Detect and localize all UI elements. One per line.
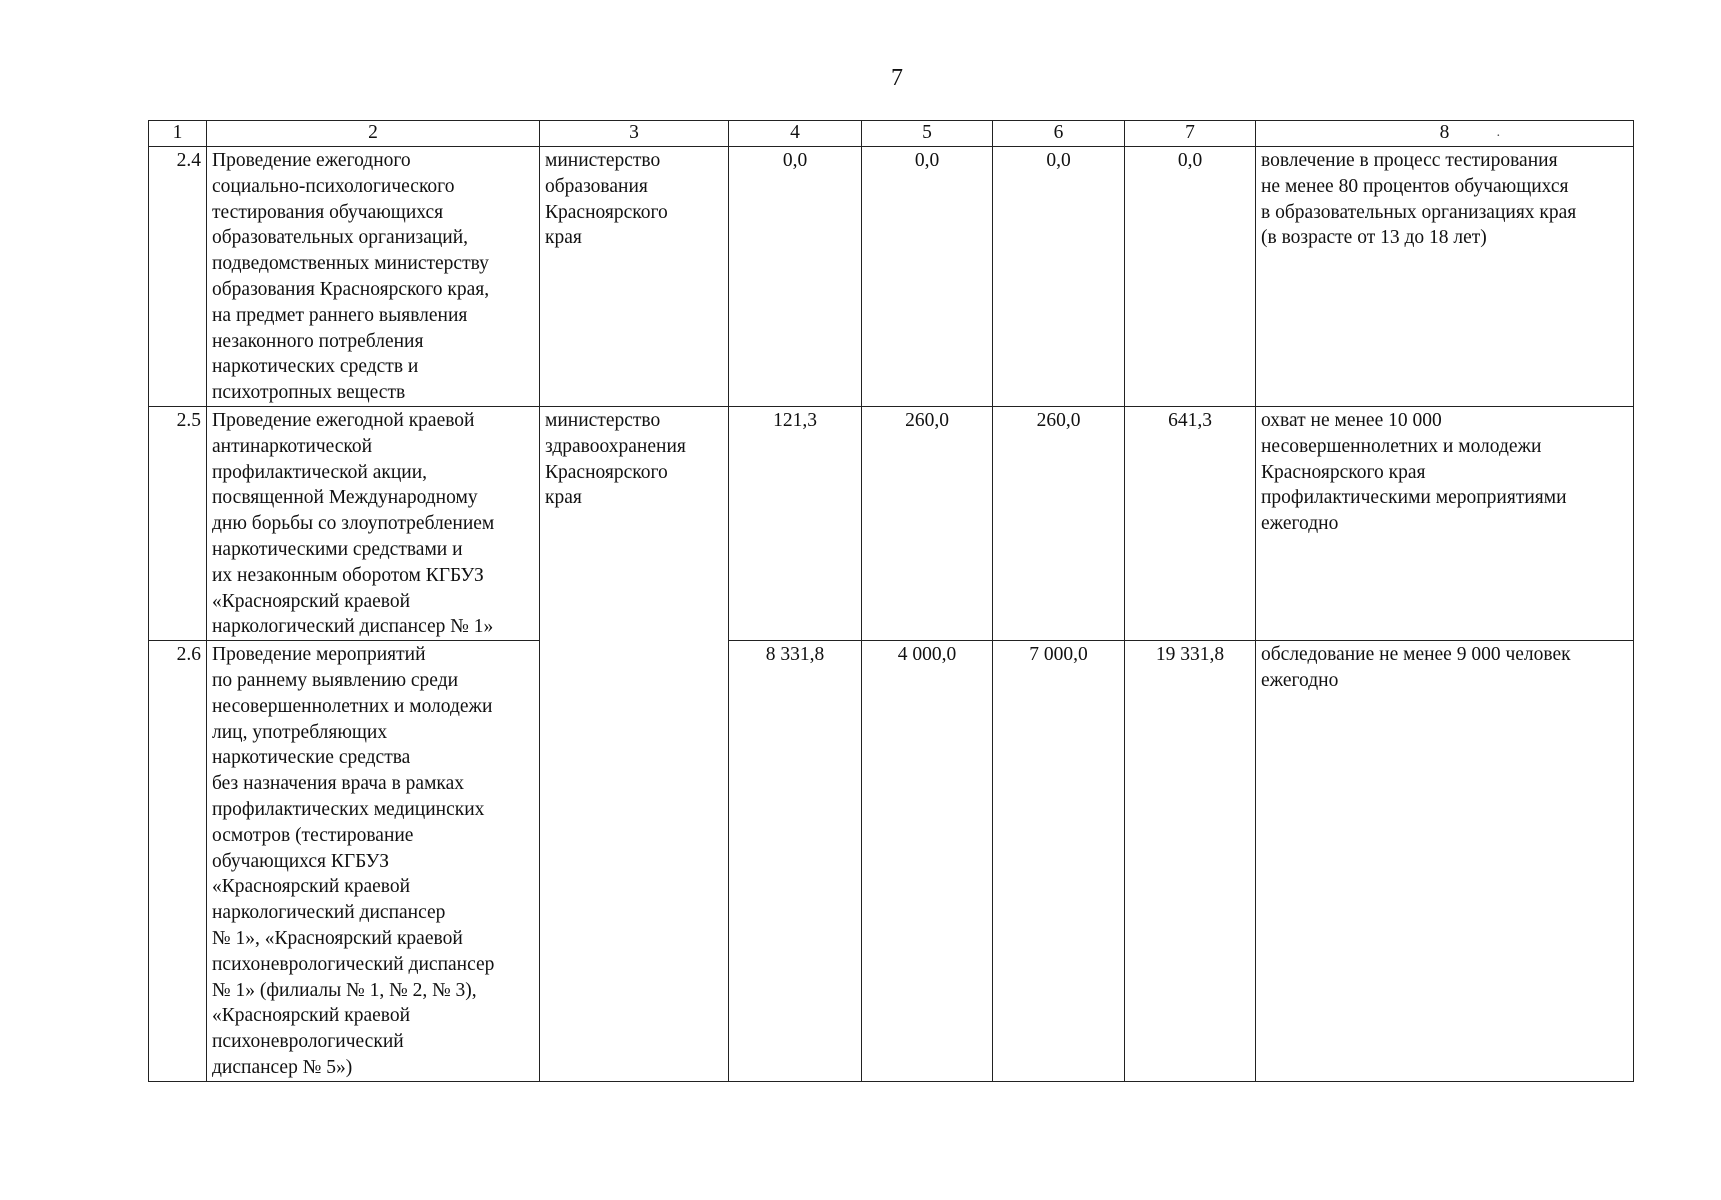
table-row [149,147,1634,407]
value-cell: 260,0 [862,406,993,640]
row-index: 2.5 [149,406,207,640]
row-description [207,641,540,1082]
description-line: «Красноярский краевой [212,1005,411,1027]
value-cell: 7 000,0 [993,641,1125,1082]
column-header: 4 [729,121,862,147]
executor-line: Красноярского [545,461,668,483]
description-line: психоневрологический диспансер [212,953,495,975]
column-header: 5 [862,121,993,147]
table-header-row [149,121,1634,147]
description-line: посвященной Международному [212,487,478,509]
row-executor [540,406,729,1081]
description-line: обучающихся КГБУЗ [212,850,389,872]
description-line: несовершеннолетних и молодежи [212,695,493,717]
value-cell: 19 331,8 [1125,641,1256,1082]
description-line: антинаркотической [212,435,373,457]
description-line: № 1» (филиалы № 1, № 2, № 3), [212,979,477,1001]
column-header: 8 [1256,121,1634,147]
description-line: образования Красноярского края, [212,278,490,300]
result-line: в образовательных организациях края [1261,201,1577,223]
description-line: наркотических средств и [212,356,419,378]
description-line: психоневрологический [212,1031,404,1053]
row-result [1256,406,1634,640]
value-cell: 121,3 [729,406,862,640]
row-description [207,147,540,407]
description-line: незаконного потребления [212,330,424,352]
program-table [148,120,1634,1082]
column-header: 7 [1125,121,1256,147]
description-line: образовательных организаций, [212,227,469,249]
executor-line: Красноярского [545,201,668,223]
value-cell: 0,0 [862,147,993,407]
column-header: 3 [540,121,729,147]
description-line: профилактической акции, [212,461,428,483]
result-line: несовершеннолетних и молодежи [1261,435,1542,457]
description-line: Проведение ежегодной краевой [212,409,475,431]
executor-line: края [545,487,582,509]
result-line: профилактическими мероприятиями [1261,487,1567,509]
description-line: без назначения врача в рамках [212,773,464,795]
row-index: 2.4 [149,147,207,407]
result-line: охват не менее 10 000 [1261,409,1442,431]
value-cell: 641,3 [1125,406,1256,640]
description-line: дню борьбы со злоупотреблением [212,513,495,535]
description-line: психотропных веществ [212,382,406,404]
value-cell: 0,0 [1125,147,1256,407]
result-line: ежегодно [1261,669,1339,691]
result-line: вовлечение в процесс тестирования [1261,150,1558,171]
row-index: 2.6 [149,641,207,1082]
description-line: наркотическими средствами и [212,538,463,560]
description-line: наркологический диспансер № 1» [212,616,494,638]
table-row [149,406,1634,640]
column-header: 1 [149,121,207,147]
row-result [1256,641,1634,1082]
description-line: «Красноярский краевой [212,876,411,898]
result-line: Красноярского края [1261,461,1426,483]
executor-line: образования [545,175,648,197]
executor-line: министерство [545,150,661,171]
description-line: лиц, употребляющих [212,721,388,743]
description-line: тестирования обучающихся [212,201,444,223]
row-executor [540,147,729,407]
value-cell: 4 000,0 [862,641,993,1082]
description-line: их незаконным оборотом КГБУЗ [212,564,484,586]
row-description [207,406,540,640]
value-cell: 8 331,8 [729,641,862,1082]
description-line: наркотические средства [212,747,411,769]
description-line: осмотров (тестирование [212,824,414,846]
table-row [149,641,1634,1082]
description-line: подведомственных министерству [212,253,489,275]
description-line: на предмет раннего выявления [212,304,468,326]
page-number: 7 [891,65,903,91]
description-line: по раннему выявлению среди [212,669,459,691]
value-cell: 0,0 [729,147,862,407]
value-cell: 260,0 [993,406,1125,640]
description-line: наркологический диспансер [212,902,446,924]
row-result [1256,147,1634,407]
description-line: Проведение ежегодного [212,150,411,171]
column-header: 6 [993,121,1125,147]
executor-line: края [545,227,582,249]
result-line: ежегодно [1261,513,1339,535]
executor-line: здравоохранения [545,435,686,457]
description-line: диспансер № 5») [212,1056,353,1078]
description-line: профилактических медицинских [212,798,485,820]
description-line: «Красноярский краевой [212,590,411,612]
description-line: Проведение мероприятий [212,644,426,666]
result-line: (в возрасте от 13 до 18 лет) [1261,227,1487,249]
executor-line: министерство [545,409,661,431]
result-line: не менее 80 процентов обучающихся [1261,175,1569,197]
result-line: обследование не менее 9 000 человек [1261,644,1571,666]
description-line: № 1», «Красноярский краевой [212,927,463,949]
scan-mark: · [1496,129,1501,144]
column-header: 2 [207,121,540,147]
value-cell: 0,0 [993,147,1125,407]
description-line: социально-психологического [212,175,455,197]
